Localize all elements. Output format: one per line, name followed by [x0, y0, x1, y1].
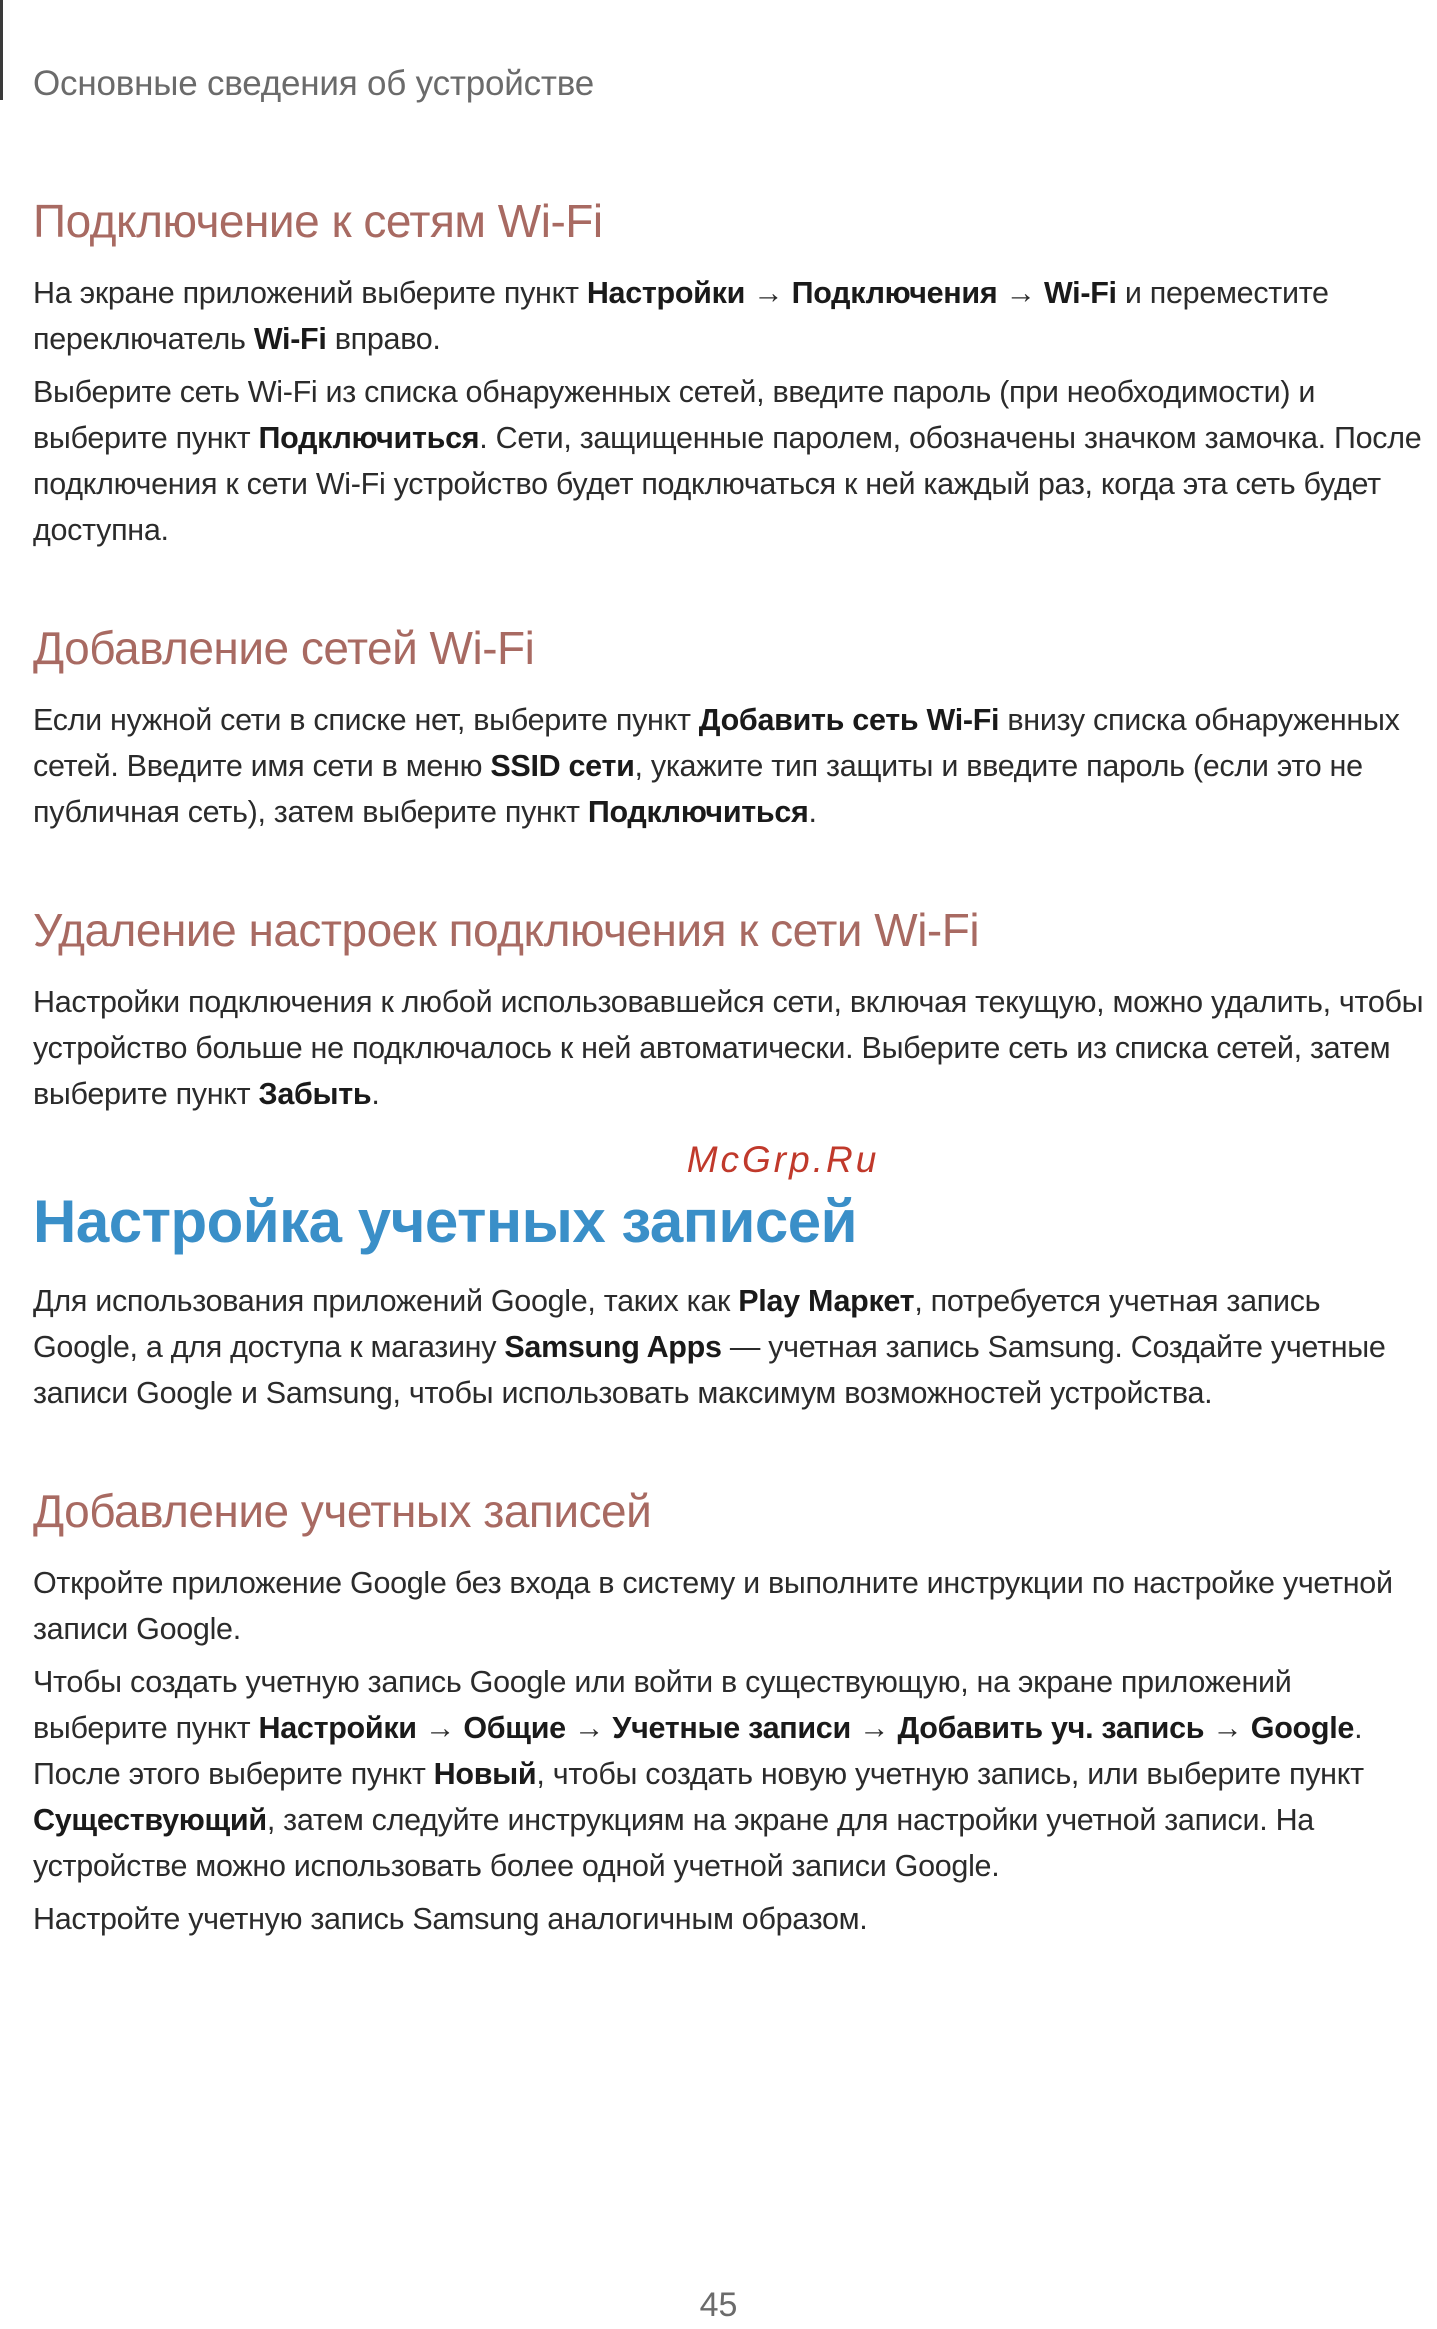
term-accounts: Учетные записи	[612, 1710, 851, 1745]
term-new: Новый	[433, 1756, 537, 1791]
paragraph-wifi-connect-2: Выберите сеть Wi-Fi из списка обнаруженных сетей, введите пароль (при необходимости) и выберите пункт Подключиться. Сети, защищенные паролем, обозначены значком замочка. После подключения к сети Wi-Fi устройство будет подключаться к ней каждый раз, когда эта сеть будет доступна.	[33, 374, 1422, 547]
margin-rule	[0, 0, 3, 100]
paragraph-accounts-1: Для использования приложений Google, таких как Play Маркет, потребуется учетная запись Google, а для доступа к магазину Samsung Apps — учетная запись Samsung. Создайте учетные записи Google и Samsung, чтобы использовать максимум возможностей устройства.	[33, 1283, 1386, 1410]
page-content	[33, 195, 1433, 1949]
arrow-icon: →	[1005, 275, 1036, 310]
term-google: Google	[1250, 1710, 1355, 1745]
heading-accounts: Настройка учетных записей	[33, 1187, 858, 1255]
arrow-icon: →	[574, 1710, 605, 1745]
paragraph-wifi-remove-1: Настройки подключения к любой использовавшейся сети, включая текущую, можно удалить, чтобы устройство больше не подключалось к ней автоматически. Выберите сеть из списка сетей, затем выберите пункт Забыть.	[33, 984, 1424, 1111]
page-header-title: Основные сведения об устройстве	[33, 64, 594, 103]
heading-wifi-remove: Удаление настроек подключения к сети Wi-Fi	[33, 903, 980, 956]
term-existing: Существующий	[33, 1802, 267, 1837]
arrow-icon: →	[1212, 1710, 1243, 1745]
paragraph-accounts-add-1: Откройте приложение Google без входа в систему и выполните инструкции по настройке учетной записи Google.	[33, 1565, 1393, 1646]
term-play-market: Play Маркет	[738, 1283, 915, 1318]
term-forget: Забыть	[258, 1076, 372, 1111]
term-connect: Подключиться	[258, 420, 480, 455]
paragraph-wifi-add-1: Если нужной сети в списке нет, выберите пункт Добавить сеть Wi-Fi внизу списка обнаруженных сетей. Введите имя сети в меню SSID сети, укажите тип защиты и введите пароль (если это не публичная сеть), затем выберите пункт Подключиться.	[33, 702, 1400, 829]
term-connect: Подключиться	[587, 794, 809, 829]
arrow-icon: →	[859, 1710, 890, 1745]
heading-wifi-connect: Подключение к сетям Wi-Fi	[33, 195, 603, 247]
arrow-icon: →	[753, 275, 784, 310]
term-add-account: Добавить уч. запись	[897, 1710, 1205, 1745]
paragraph-accounts-add-3: Настройте учетную запись Samsung аналогичным образом.	[33, 1901, 868, 1936]
watermark: McGrp.Ru	[686, 1138, 880, 1180]
term-wifi-switch: Wi-Fi	[253, 321, 327, 356]
term-samsung-apps: Samsung Apps	[504, 1329, 722, 1364]
heading-wifi-add: Добавление сетей Wi-Fi	[33, 621, 535, 674]
arrow-icon: →	[424, 1710, 456, 1745]
term-ssid: SSID сети	[490, 748, 635, 783]
paragraph-wifi-connect-1: На экране приложений выберите пункт Настройки → Подключения → Wi-Fi и переместите переключатель Wi-Fi вправо.	[33, 275, 1329, 356]
paragraph-accounts-add-2: Чтобы создать учетную запись Google или войти в существующую, на экране приложений выберите пункт Настройки → Общие → Учетные записи → Добавить уч. запись → Google. После этого выберите пункт Новый, чтобы создать новую учетную запись, или выберите пункт Существующий, затем следуйте инструкциям на экране для настройки учетной записи. На устройстве можно использовать более одной учетной записи Google.	[33, 1664, 1364, 1883]
term-wifi: Wi-Fi	[1043, 275, 1117, 310]
term-general: Общие	[463, 1710, 566, 1745]
page-number: 45	[699, 2286, 738, 2324]
term-add-wifi-network: Добавить сеть Wi-Fi	[698, 702, 1000, 737]
term-settings: Настройки	[586, 275, 746, 310]
heading-accounts-add: Добавление учетных записей	[33, 1484, 652, 1537]
term-settings: Настройки	[258, 1710, 417, 1745]
term-connections: Подключения	[791, 275, 998, 310]
